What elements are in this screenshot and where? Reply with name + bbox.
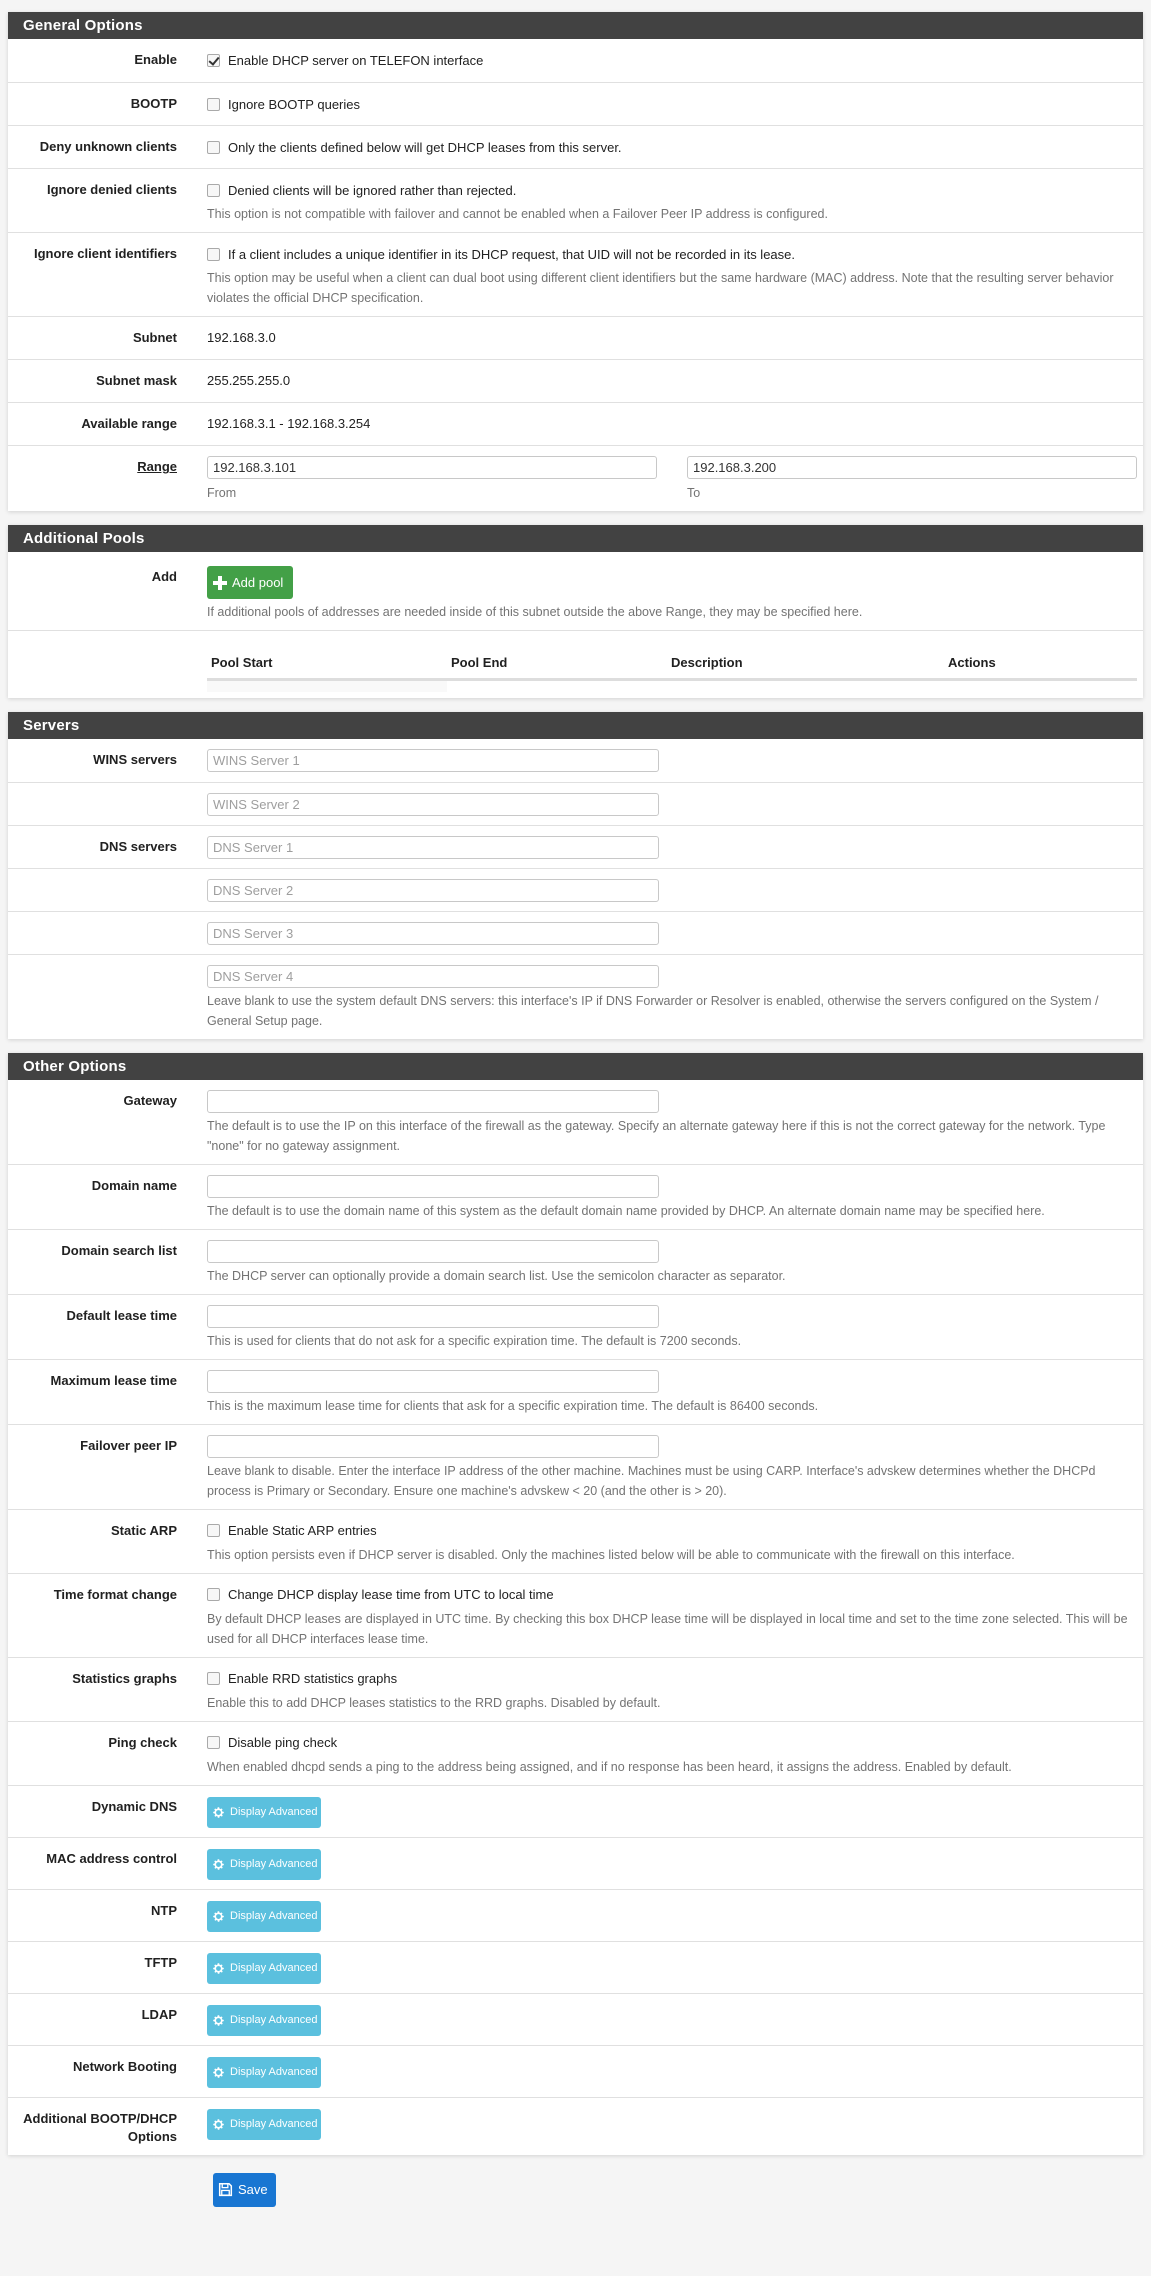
enable-checkbox[interactable] xyxy=(207,54,220,67)
plus-icon xyxy=(213,576,227,590)
help-text: This is the maximum lease time for clients that ask for a specific expiration time. The default is 86400 seconds. xyxy=(207,1398,819,1413)
button-label: Display Advanced xyxy=(230,1806,318,1818)
help-text: If additional pools of addresses are needed inside of this subnet outside the above Range, they may be specified here. xyxy=(207,605,863,619)
gear-icon xyxy=(212,1858,225,1871)
domain-name-input[interactable] xyxy=(207,1175,659,1198)
failover-peer-ip-input[interactable] xyxy=(207,1435,659,1458)
panel-title: Additional Pools xyxy=(8,525,1143,552)
help-text: By default DHCP leases are displayed in UTC time. By checking this box DHCP lease time will be displayed in local time and set to the time zone selected. This will be used for all DHCP interfaces lease time. xyxy=(207,1611,1128,1646)
checkbox-text: Change DHCP display lease time from UTC to local time xyxy=(228,1587,554,1602)
dns-server-3-row xyxy=(8,911,1143,954)
gear-icon xyxy=(212,2118,225,2131)
ntp-row xyxy=(8,1889,1143,1941)
field-label: Available range xyxy=(81,416,177,431)
field-label: WINS servers xyxy=(93,751,177,767)
gear-icon xyxy=(212,2066,225,2079)
button-label: Display Advanced xyxy=(230,1962,318,1974)
subnet-row xyxy=(8,316,1143,359)
other-options-panel xyxy=(8,1053,1143,2155)
static-arp-row xyxy=(8,1509,1143,1573)
ping-check-row xyxy=(8,1721,1143,1785)
dns-server-2-input[interactable] xyxy=(207,879,659,902)
pools-table xyxy=(207,647,1137,692)
max-lease-input[interactable] xyxy=(207,1370,659,1393)
dns-server-4-input[interactable] xyxy=(207,965,659,988)
domain-search-row xyxy=(8,1229,1143,1294)
tftp-row xyxy=(8,1941,1143,1993)
additional-options-display-advanced-button[interactable] xyxy=(207,2109,321,2140)
time-format-checkbox[interactable] xyxy=(207,1588,220,1601)
help-text: Enable this to add DHCP leases statistics to the RRD graphs. Disabled by default. xyxy=(207,1695,661,1710)
button-label: Display Advanced xyxy=(230,2118,318,2130)
ignore-client-ids-checkbox-label[interactable] xyxy=(207,243,1137,265)
field-label: Deny unknown clients xyxy=(39,139,177,154)
dns-server-1-input[interactable] xyxy=(207,836,659,859)
field-label: Enable xyxy=(134,52,177,67)
dynamic-dns-display-advanced-button[interactable] xyxy=(207,1797,321,1828)
enable-row xyxy=(8,39,1143,82)
field-label: Maximum lease time xyxy=(50,1372,177,1388)
field-label: Add xyxy=(151,569,177,584)
column-header: Actions xyxy=(944,647,1137,680)
column-header: Pool End xyxy=(447,647,667,680)
deny-unknown-checkbox[interactable] xyxy=(207,141,220,154)
panel-title: Servers xyxy=(8,712,1143,739)
deny-unknown-checkbox-label[interactable] xyxy=(207,136,1137,158)
empty-label xyxy=(8,793,177,795)
empty-label xyxy=(8,641,177,643)
ignore-denied-checkbox-label[interactable] xyxy=(207,179,1137,201)
wins-server-1-input[interactable] xyxy=(207,749,659,772)
failover-row xyxy=(8,1424,1143,1509)
static-arp-checkbox-label[interactable] xyxy=(207,1520,1137,1542)
field-label: Ignore denied clients xyxy=(46,182,177,197)
ntp-display-advanced-button[interactable] xyxy=(207,1901,321,1932)
table-header-row xyxy=(207,647,1137,680)
ping-check-checkbox-label[interactable] xyxy=(207,1732,1137,1754)
field-label: Ignore client identifiers xyxy=(33,246,177,261)
dns-server-3-input[interactable] xyxy=(207,922,659,945)
field-label: BOOTP xyxy=(130,96,177,111)
gear-icon xyxy=(212,1910,225,1923)
ignore-denied-row xyxy=(8,168,1143,232)
general-options-panel xyxy=(8,12,1143,511)
max-lease-row xyxy=(8,1359,1143,1424)
field-label: Time format change xyxy=(53,1586,177,1602)
help-text: The default is to use the IP on this interface of the firewall as the gateway. Specify an alternate gateway here if this is not the correct gateway for the network. Type "none" for no gateway assignment. xyxy=(207,1118,1106,1153)
range-from-input[interactable] xyxy=(207,456,657,479)
field-label: DNS servers xyxy=(99,838,177,854)
mac-address-control-display-advanced-button[interactable] xyxy=(207,1849,321,1880)
statistics-graphs-checkbox[interactable] xyxy=(207,1672,220,1685)
field-label: Subnet mask xyxy=(96,373,177,388)
field-label: Statistics graphs xyxy=(72,1670,177,1686)
help-text: This option may be useful when a client can dual boot using different client identifiers but the same hardware (MAC) address. Note that the resulting server behavior violates the official DHCP specification. xyxy=(207,271,1114,305)
field-label: Subnet xyxy=(132,330,177,345)
help-text: The DHCP server can optionally provide a domain search list. Use the semicolon character as separator. xyxy=(207,1268,786,1283)
enable-checkbox-label[interactable] xyxy=(207,49,1137,71)
add-pool-row xyxy=(8,552,1143,630)
help-text: Leave blank to use the system default DNS servers: this interface's IP if DNS Forwarder or Resolver is enabled, otherwise the servers configured on the System / General Setup page. xyxy=(207,993,1099,1028)
checkbox-text: Enable Static ARP entries xyxy=(228,1523,377,1538)
checkbox-text: Ignore BOOTP queries xyxy=(228,96,360,112)
dynamic-dns-row xyxy=(8,1785,1143,1837)
ldap-display-advanced-button[interactable] xyxy=(207,2005,321,2036)
statistics-graphs-row xyxy=(8,1657,1143,1721)
range-from-help: From xyxy=(207,486,237,500)
empty-label xyxy=(8,879,177,881)
checkbox-text: Denied clients will be ignored rather than rejected. xyxy=(228,182,517,198)
field-label: Static ARP xyxy=(111,1522,177,1538)
help-text: This option is not compatible with failover and cannot be enabled when a Failover Peer IP address is configured. xyxy=(207,207,828,221)
save-button[interactable] xyxy=(213,2173,276,2207)
checkbox-text: Disable ping check xyxy=(228,1735,338,1750)
domain-name-row xyxy=(8,1164,1143,1229)
servers-panel xyxy=(8,712,1143,1039)
button-label: Save xyxy=(238,2182,268,2197)
field-label: LDAP xyxy=(141,2006,177,2022)
form-actions xyxy=(8,2169,1143,2207)
range-to-input[interactable] xyxy=(687,456,1137,479)
field-label: Additional BOOTP/DHCP Options xyxy=(23,2110,177,2144)
column-header: Pool Start xyxy=(207,647,447,680)
button-label: Display Advanced xyxy=(230,2066,318,2078)
empty-label xyxy=(8,922,177,924)
field-label: Failover peer IP xyxy=(80,1437,177,1453)
ping-check-checkbox[interactable] xyxy=(207,1736,220,1749)
field-label: Domain search list xyxy=(61,1242,177,1258)
gear-icon xyxy=(212,2014,225,2027)
additional-bootp-dhcp-options-row xyxy=(8,2097,1143,2155)
network-booting-row xyxy=(8,2045,1143,2097)
dns-server-2-row xyxy=(8,868,1143,911)
floppy-disk-icon xyxy=(218,2182,233,2197)
ignore-client-identifiers-row xyxy=(8,232,1143,316)
button-label: Display Advanced xyxy=(230,1858,318,1870)
available-range-row xyxy=(8,402,1143,445)
field-label: Ping check xyxy=(108,1734,177,1750)
gateway-row xyxy=(8,1080,1143,1164)
checkbox-text: Enable RRD statistics graphs xyxy=(228,1671,398,1686)
empty-label xyxy=(8,965,177,967)
bootp-row xyxy=(8,82,1143,125)
panel-title: Other Options xyxy=(8,1053,1143,1080)
deny-unknown-row xyxy=(8,125,1143,168)
field-label: Network Booting xyxy=(73,2058,177,2074)
wins-server-2-input[interactable] xyxy=(207,793,659,816)
additional-pools-panel xyxy=(8,525,1143,698)
domain-search-input[interactable] xyxy=(207,1240,659,1263)
help-text: The default is to use the domain name of this system as the default domain name provided by DHCP. An alternate domain name may be specified here. xyxy=(207,1203,1045,1218)
subnet-mask-row xyxy=(8,359,1143,402)
help-text: This is used for clients that do not ask for a specific expiration time. The default is 7200 seconds. xyxy=(207,1333,742,1348)
gear-icon xyxy=(212,1806,225,1819)
pool-table-row xyxy=(8,630,1143,698)
subnet-mask-value: 255.255.255.0 xyxy=(207,373,291,388)
tftp-display-advanced-button[interactable] xyxy=(207,1953,321,1984)
wins-server-2-row xyxy=(8,782,1143,825)
bootp-checkbox-label[interactable] xyxy=(207,93,1137,115)
ignore-denied-checkbox[interactable] xyxy=(207,184,220,197)
bootp-checkbox[interactable] xyxy=(207,98,220,111)
network-booting-display-advanced-button[interactable] xyxy=(207,2057,321,2088)
mac-address-control-row xyxy=(8,1837,1143,1889)
range-row xyxy=(8,445,1143,511)
button-label: Display Advanced xyxy=(230,2014,318,2026)
available-range-value: 192.168.3.1 - 192.168.3.254 xyxy=(207,416,371,431)
add-pool-button[interactable] xyxy=(207,566,293,599)
default-lease-row xyxy=(8,1294,1143,1359)
statistics-graphs-checkbox-label[interactable] xyxy=(207,1668,1137,1690)
checkbox-text: If a client includes a unique identifier in its DHCP request, that UID will not be recorded in its lease. xyxy=(228,246,795,262)
panel-title: General Options xyxy=(8,12,1143,39)
dns-server-1-row xyxy=(8,825,1143,868)
field-label: NTP xyxy=(151,1902,177,1918)
static-arp-checkbox[interactable] xyxy=(207,1524,220,1537)
time-format-checkbox-label[interactable] xyxy=(207,1584,1137,1606)
field-label xyxy=(8,456,177,476)
dns-server-4-row xyxy=(8,954,1143,1039)
field-label: Default lease time xyxy=(66,1307,177,1323)
help-text: When enabled dhcpd sends a ping to the address being assigned, and if no response has been heard, it assigns the address. Enabled by default. xyxy=(207,1759,1012,1774)
table-empty-row xyxy=(207,680,1137,692)
subnet-value: 192.168.3.0 xyxy=(207,330,276,345)
button-label: Add pool xyxy=(232,575,284,590)
wins-server-1-row xyxy=(8,739,1143,782)
column-header: Description xyxy=(667,647,944,680)
ignore-client-ids-checkbox[interactable] xyxy=(207,248,220,261)
default-lease-input[interactable] xyxy=(207,1305,659,1328)
field-label: Dynamic DNS xyxy=(91,1798,177,1814)
time-format-row xyxy=(8,1573,1143,1657)
help-text: Leave blank to disable. Enter the interface IP address of the other machine. Machines must be using CARP. Interface's advskew determines whether the DHCPd process is Primary or Secondary. Ensure one machine's advskew < 20 (and the other is > 20). xyxy=(207,1463,1096,1498)
button-label: Display Advanced xyxy=(230,1910,318,1922)
range-to-help: To xyxy=(687,486,701,500)
gateway-input[interactable] xyxy=(207,1090,659,1113)
range-label: Range xyxy=(137,459,177,474)
ldap-row xyxy=(8,1993,1143,2045)
gear-icon xyxy=(212,1962,225,1975)
checkbox-text: Only the clients defined below will get DHCP leases from this server. xyxy=(228,139,622,155)
field-label: Gateway xyxy=(123,1092,177,1108)
field-label: Domain name xyxy=(91,1177,177,1193)
field-label: TFTP xyxy=(144,1954,177,1970)
checkbox-text: Enable DHCP server on TELEFON interface xyxy=(228,52,484,68)
help-text: This option persists even if DHCP server is disabled. Only the machines listed below will be able to communicate with the firewall on this interface. xyxy=(207,1547,1015,1562)
field-label: MAC address control xyxy=(46,1850,177,1866)
